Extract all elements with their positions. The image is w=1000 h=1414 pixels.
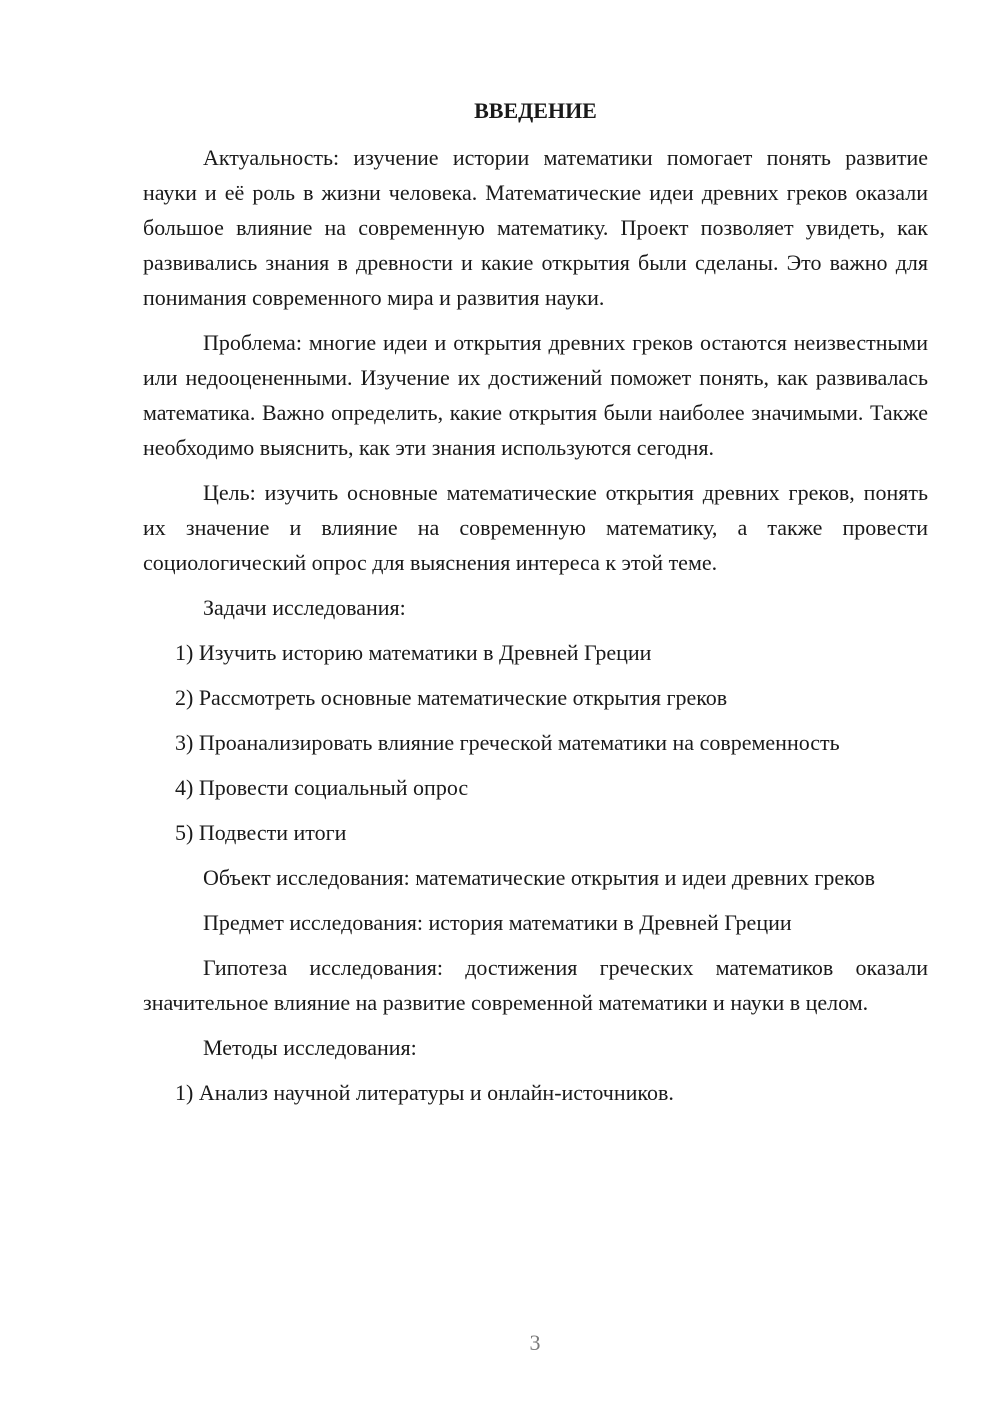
subject-paragraph: Предмет исследования: история математики в Древней Греции bbox=[203, 910, 792, 935]
task-item-1: 1) Изучить историю математики в Древней Греции bbox=[175, 640, 652, 665]
tasks-heading: Задачи исследования: bbox=[203, 595, 406, 620]
task-item-5: 5) Подвести итоги bbox=[175, 820, 347, 845]
goal-paragraph: Цель: изучить основные математические открытия древних греков, понять их значение и влияние на современную математику, а также провести социологический опрос для выяснения интереса к этой теме. bbox=[143, 480, 928, 575]
object-paragraph: Объект исследования: математические открытия и идеи древних греков bbox=[203, 865, 876, 890]
page-number: 3 bbox=[529, 1330, 541, 1355]
method-item-1: 1) Анализ научной литературы и онлайн-источников. bbox=[175, 1080, 674, 1105]
hypothesis-paragraph: Гипотеза исследования: достижения греческих математиков оказали значительное влияние на развитие современной математики и науки в целом. bbox=[143, 955, 928, 1015]
section-heading: ВВЕДЕНИЕ bbox=[474, 98, 597, 123]
task-item-2: 2) Рассмотреть основные математические открытия греков bbox=[175, 685, 728, 710]
task-item-3: 3) Проанализировать влияние греческой математики на современность bbox=[175, 730, 840, 755]
problem-paragraph: Проблема: многие идеи и открытия древних греков остаются неизвестными или недооцененными. Изучение их достижений поможет понять, как развивалась математика. Важно определить, какие открытия были наиболее значимыми. Также необходимо выяснить, как эти знания используются сегодня. bbox=[143, 330, 928, 460]
document-page bbox=[143, 93, 928, 1120]
methods-heading: Методы исследования: bbox=[203, 1035, 417, 1060]
relevance-paragraph: Актуальность: изучение истории математики помогает понять развитие науки и её роль в жизни человека. Математические идеи древних греков оказали большое влияние на современную математику. Проект позволяет увидеть, как развивались знания в древности и какие открытия были сделаны. Это важно для понимания современного мира и развития науки. bbox=[143, 145, 928, 310]
task-item-4: 4) Провести социальный опрос bbox=[175, 775, 469, 800]
